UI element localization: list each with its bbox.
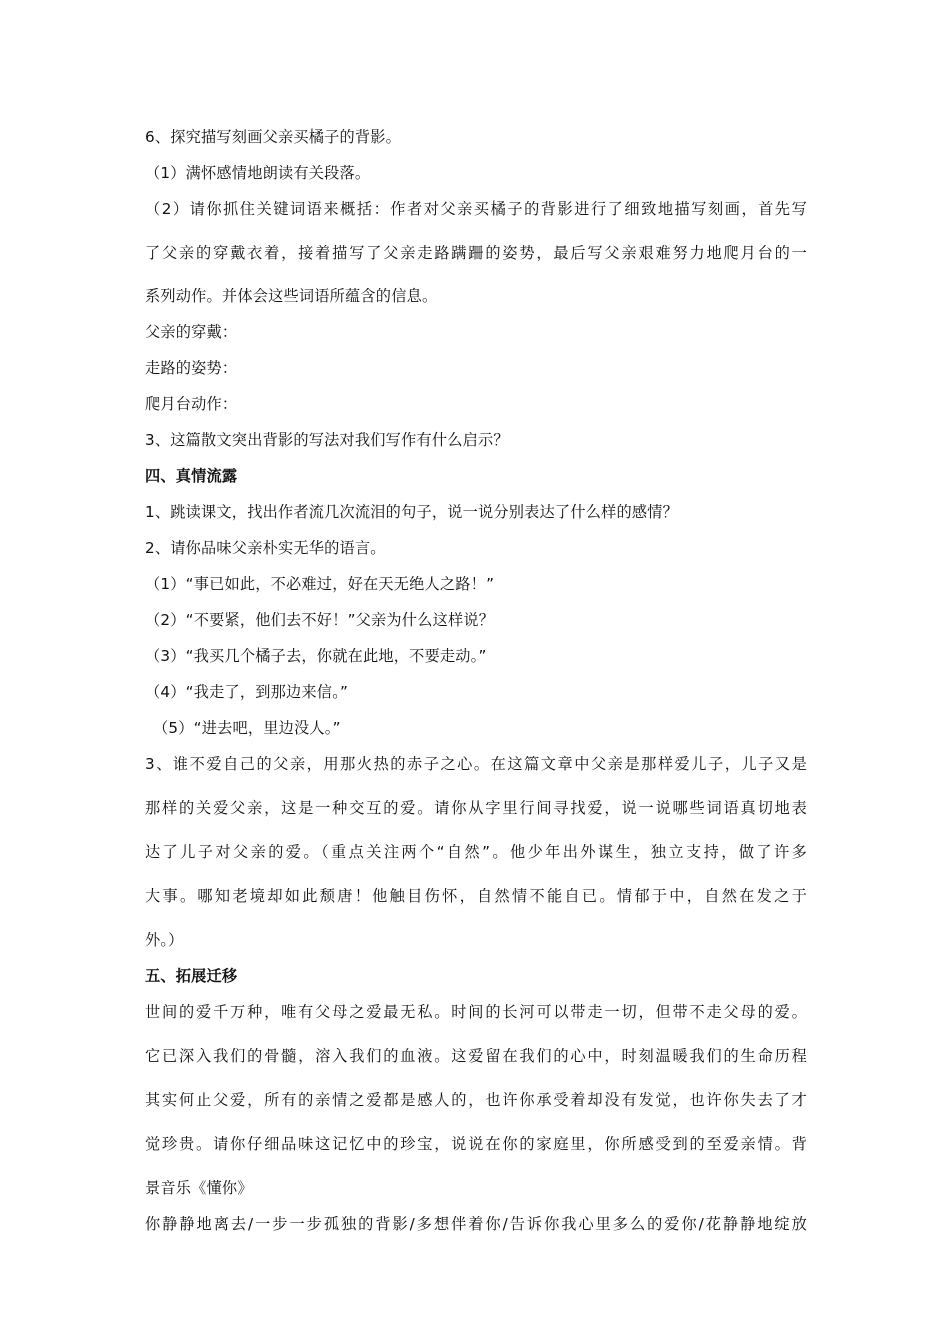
extension-paragraph-line-5: 景音乐《懂你》 [145, 1179, 253, 1197]
fill-in-clothing: 父亲的穿戴： [145, 323, 238, 341]
extension-paragraph-line-1: 世间的爱千万种，唯有父母之爱最无私。时间的长河可以带走一切，但带不走父母的爱。 [145, 1003, 807, 1021]
quote-3: （3）“我买几个橘子去，你就在此地，不要走动。” [145, 647, 487, 665]
sub-question-2-line-3: 系列动作。并体会这些词语所蕴含的信息。 [145, 287, 438, 305]
fill-in-walking: 走路的姿势： [145, 359, 238, 377]
section-4-question-3-line-5: 外。） [145, 931, 184, 949]
quote-2: （2）“不要紧，他们去不好！”父亲为什么这样说？ [145, 611, 495, 629]
song-lyrics-line: 你静静地离去/一步一步孤独的背影/多想伴着你/告诉你我心里多么的爱你/花静静地绽放 [145, 1215, 807, 1233]
section-4-question-3-line-2: 那样的关爱父亲，这是一种交互的爱。请你从字里行间寻找爱，说一说哪些词语真切地表 [145, 799, 807, 817]
extension-paragraph-line-4: 觉珍贵。请你仔细品味这记忆中的珍宝，说说在你的家庭里，你所感受到的至爱亲情。背 [145, 1135, 807, 1153]
section-4-question-3-line-1: 3、谁不爱自己的父亲，用那火热的赤子之心。在这篇文章中父亲是那样爱儿子，儿子又是 [145, 755, 807, 773]
sub-question-1: （1）满怀感情地朗读有关段落。 [145, 164, 371, 182]
section-4-question-3-line-3: 达了儿子对父亲的爱。（重点关注两个“自然”。他少年出外谋生，独立支持，做了许多 [145, 843, 807, 861]
sub-question-2-line-1: （2）请你抓住关键词语来概括：作者对父亲买橘子的背影进行了细致地描写刻画，首先写 [145, 200, 807, 218]
section-4-question-1: 1、跳读课文，找出作者流几次流泪的句子，说一说分别表达了什么样的感情？ [145, 503, 679, 521]
fill-in-climbing: 爬月台动作： [145, 395, 238, 413]
extension-paragraph-line-2: 它已深入我们的骨髓，溶入我们的血液。这爱留在我们的心中，时刻温暖我们的生命历程 [145, 1047, 807, 1065]
quote-4: （4）“我走了，到那边来信。” [145, 683, 349, 701]
section-heading-4: 四、真情流露 [145, 467, 238, 485]
section-4-question-2: 2、请你品味父亲朴实无华的语言。 [145, 539, 386, 557]
question-3-writing: 3、这篇散文突出背影的写法对我们写作有什么启示？ [145, 431, 509, 449]
question-6: 6、探究描写刻画父亲买橘子的背影。 [145, 128, 402, 146]
extension-paragraph-line-3: 其实何止父爱，所有的亲情之爱都是感人的，也许你承受着却没有发觉，也许你失去了才 [145, 1091, 807, 1109]
quote-1: （1）“事已如此，不必难过，好在天无绝人之路！” [145, 575, 495, 593]
sub-question-2-line-2: 了父亲的穿戴衣着，接着描写了父亲走路蹒跚的姿势，最后写父亲艰难努力地爬月台的一 [145, 244, 807, 262]
section-heading-5: 五、拓展迁移 [145, 967, 238, 985]
quote-5: （5）“进去吧，里边没人。” [153, 719, 341, 737]
section-4-question-3-line-4: 大事。哪知老境却如此颓唐！他触目伤怀，自然情不能自已。情郁于中，自然在发之于 [145, 887, 807, 905]
